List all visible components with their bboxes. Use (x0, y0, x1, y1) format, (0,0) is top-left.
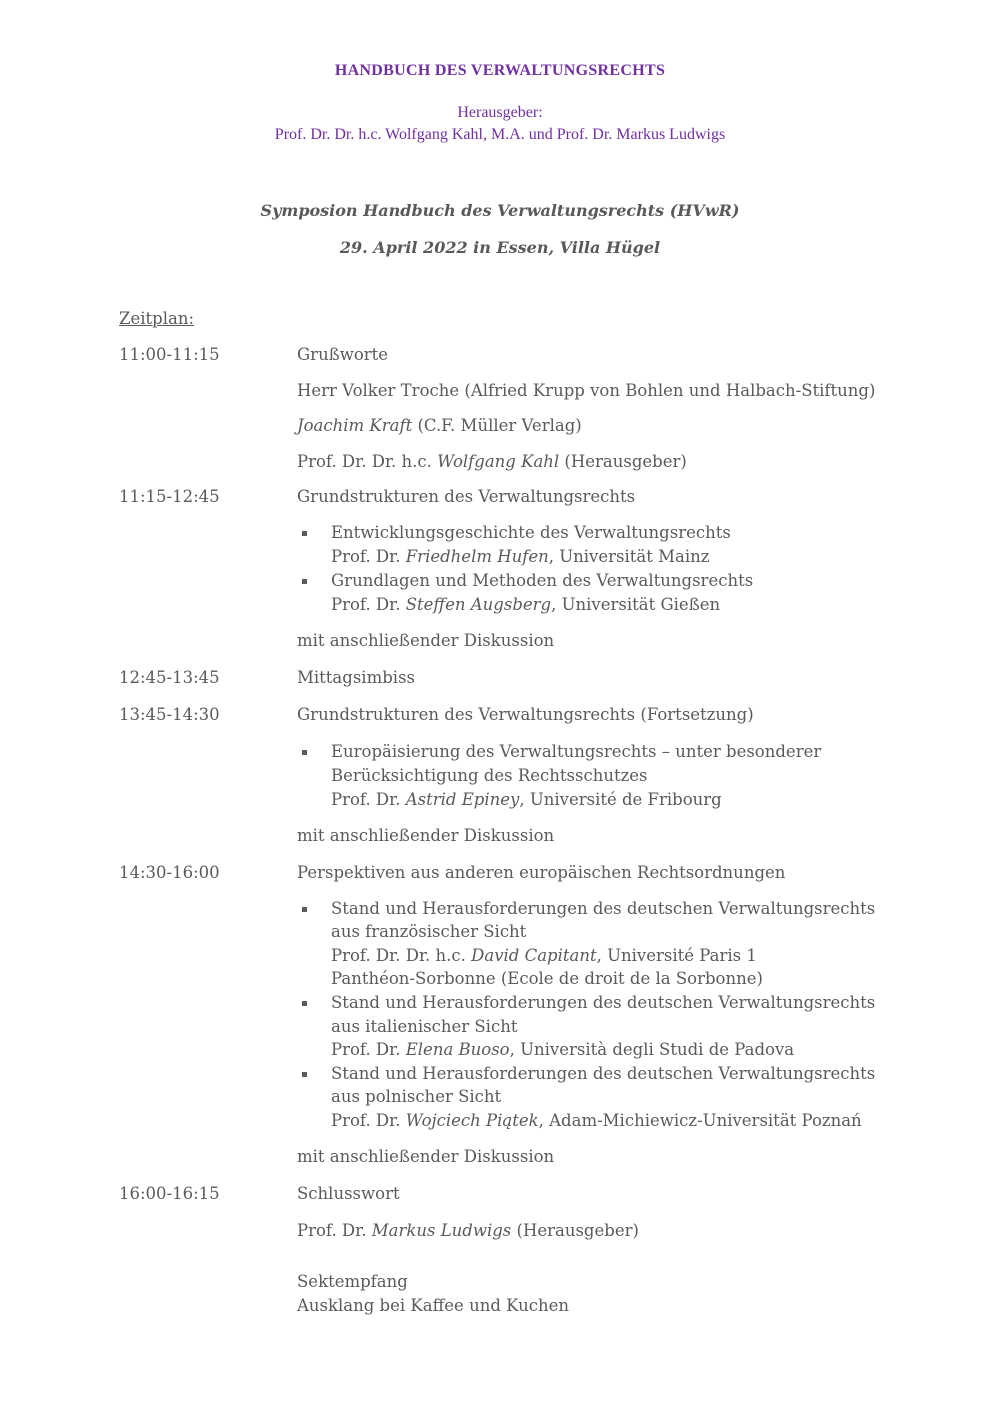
talk-speaker (331, 593, 720, 617)
bullet-icon (302, 1001, 307, 1006)
speaker-affiliation: , Universität Mainz (548, 547, 710, 566)
talk-topic: Europäisierung des Verwaltungsrechts – unter besonderer (331, 742, 822, 761)
speaker-org: (C.F. Müller Verlag) (412, 416, 582, 435)
closing-line: Sektempfang (297, 1272, 408, 1291)
closing-line: Ausklang bei Kaffee und Kuchen (297, 1296, 569, 1315)
speaker-name: Elena Buoso (405, 1040, 510, 1059)
session-time: 14:30-16:00 (119, 863, 220, 882)
session-time: 11:15-12:45 (119, 487, 220, 506)
session-time: 12:45-13:45 (119, 668, 220, 687)
talk-topic: Grundlagen und Methoden des Verwaltungsrechts (331, 571, 754, 590)
talk-topic: aus italienischer Sicht (331, 1017, 518, 1036)
speaker-role: (Herausgeber) (511, 1221, 639, 1240)
session-title: Grußworte (297, 345, 389, 364)
bullet-icon (302, 750, 307, 755)
talk-topic: Stand und Herausforderungen des deutschen Verwaltungsrechts (331, 993, 876, 1012)
speaker-prefix: Prof. Dr. Dr. h.c. (331, 946, 472, 965)
speaker-affiliation: , Università degli Studi de Padova (509, 1040, 795, 1059)
book-title: HANDBUCH DES VERWALTUNGSRECHTS (334, 62, 666, 79)
talk-topic: Stand und Herausforderungen des deutschen Verwaltungsrechts (331, 899, 876, 918)
bullet-icon (302, 1072, 307, 1077)
speaker-prefix: Prof. Dr. Dr. h.c. (297, 452, 438, 471)
speaker-line (297, 1219, 639, 1243)
schedule-label: Zeitplan: (119, 309, 194, 328)
speaker-prefix: Prof. Dr. (331, 1040, 406, 1059)
session-title: Schlusswort (297, 1184, 400, 1203)
speaker-role: (Herausgeber) (559, 452, 687, 471)
discussion-note: mit anschließender Diskussion (297, 1147, 555, 1166)
speaker-affiliation: , Adam-Michiewicz-Universität Poznań (538, 1111, 862, 1130)
talk-speaker (331, 788, 722, 812)
talk-topic: Stand und Herausforderungen des deutschen Verwaltungsrechts (331, 1064, 876, 1083)
session-time: 13:45-14:30 (119, 705, 220, 724)
speaker-name: Markus Ludwigs (371, 1221, 512, 1240)
editors-line: Prof. Dr. Dr. h.c. Wolfgang Kahl, M.A. und Prof. Dr. Markus Ludwigs (274, 126, 726, 143)
speaker-prefix: Prof. Dr. (331, 1111, 406, 1130)
session-time: 11:00-11:15 (119, 345, 220, 364)
discussion-note: mit anschließender Diskussion (297, 631, 555, 650)
speaker-name: David Capitant (471, 946, 597, 965)
talk-topic: Entwicklungsgeschichte des Verwaltungsrechts (331, 523, 731, 542)
session-time: 16:00-16:15 (119, 1184, 220, 1203)
speaker-name: Steffen Augsberg (405, 595, 552, 614)
talk-topic: aus französischer Sicht (331, 922, 527, 941)
session-title: Grundstrukturen des Verwaltungsrechts (Fortsetzung) (297, 705, 754, 724)
talk-topic: aus polnischer Sicht (331, 1087, 502, 1106)
speaker-name: Wolfgang Kahl (437, 452, 560, 471)
editor-label: Herausgeber: (457, 104, 543, 121)
speaker-name: Astrid Epiney (405, 790, 520, 809)
session-title: Perspektiven aus anderen europäischen Rechtsordnungen (297, 863, 786, 882)
speaker-name: Joachim Kraft (297, 416, 413, 435)
talk-speaker (331, 1109, 862, 1133)
talk-speaker (331, 545, 709, 569)
talk-speaker (331, 944, 757, 968)
speaker-affiliation: , Université Paris 1 (596, 946, 757, 965)
bullet-icon (302, 531, 307, 536)
speaker-affiliation: Panthéon-Sorbonne (Ecole de droit de la Sorbonne) (331, 969, 763, 988)
speaker-name: Friedhelm Hufen (405, 547, 549, 566)
speaker-name: Wojciech Piątek (405, 1111, 539, 1130)
speaker-line: Herr Volker Troche (Alfried Krupp von Bohlen und Halbach-Stiftung) (297, 381, 876, 400)
discussion-note: mit anschließender Diskussion (297, 826, 555, 845)
speaker-prefix: Prof. Dr. (331, 790, 406, 809)
session-title: Grundstrukturen des Verwaltungsrechts (297, 487, 636, 506)
bullet-icon (302, 907, 307, 912)
symposium-date: 29. April 2022 in Essen, Villa Hügel (339, 238, 661, 257)
speaker-prefix: Prof. Dr. (297, 1221, 372, 1240)
session-title: Mittagsimbiss (297, 668, 415, 687)
talk-topic: Berücksichtigung des Rechtsschutzes (331, 766, 648, 785)
symposium-title: Symposion Handbuch des Verwaltungsrechts (HVwR) (260, 201, 740, 220)
talk-speaker (331, 1038, 794, 1062)
speaker-affiliation: , Universität Gießen (551, 595, 721, 614)
speaker-line (297, 450, 687, 474)
speaker-line (297, 414, 582, 438)
bullet-icon (302, 579, 307, 584)
speaker-prefix: Prof. Dr. (331, 595, 406, 614)
speaker-prefix: Prof. Dr. (331, 547, 406, 566)
speaker-affiliation: , Université de Fribourg (519, 790, 722, 809)
